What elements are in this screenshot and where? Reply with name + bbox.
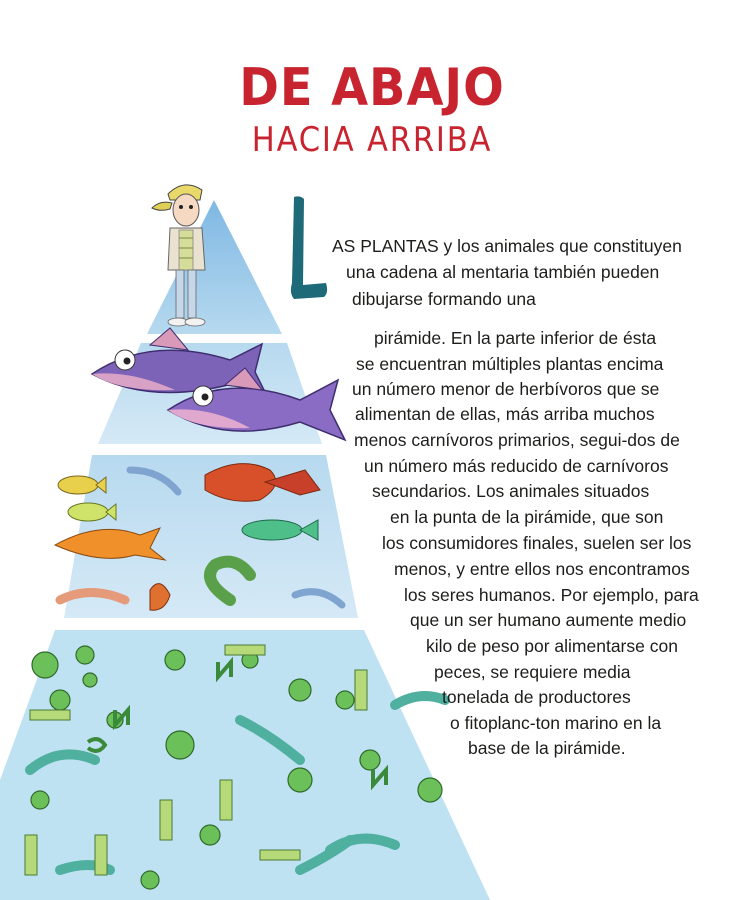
- body-line: tonelada de productores: [442, 687, 631, 707]
- body-line: dibujarse formando una: [352, 289, 536, 309]
- body-line: menos carnívoros primarios, segui-dos de: [354, 430, 680, 450]
- body-line: los seres humanos. Por ejemplo, para: [404, 585, 699, 605]
- pyramid-tier-base: [0, 630, 490, 900]
- lobster-orange: [55, 528, 165, 560]
- fish-tier: [92, 328, 345, 444]
- body-line: kilo de peso por alimentarse con: [426, 636, 678, 656]
- svg-text:L: L: [284, 180, 293, 197]
- body-line: una cadena al mentaria también pueden: [346, 262, 660, 282]
- body-line: base de la pirámide.: [468, 738, 626, 758]
- plankton-tier: [0, 630, 490, 900]
- body-line: se encuentran múltiples plantas encima: [356, 354, 664, 374]
- body-line: alimentan de ellas, más arriba muchos: [355, 404, 655, 424]
- body-line: pirámide. En la parte inferior de ésta: [374, 328, 657, 348]
- body-line: peces, se requiere media: [434, 662, 631, 682]
- body-line: los consumidores finales, suelen ser los: [382, 533, 692, 553]
- title-line-1: DE ABAJO: [239, 58, 505, 118]
- drop-cap-letter: [284, 180, 330, 305]
- body-line: AS PLANTAS y los animales que constituyen: [332, 236, 682, 256]
- body-line: que un ser humano aumente medio: [410, 610, 687, 630]
- body-line: en la punta de la pirámide, que son: [390, 507, 664, 527]
- body-line: secundarios. Los animales situados: [372, 481, 650, 501]
- body-line: un número más reducido de carnívoros: [364, 456, 669, 476]
- title-line-2: HACIA ARRIBA: [251, 120, 493, 160]
- human-tier: [147, 185, 282, 334]
- body-line: un número menor de herbívoros que se: [352, 379, 660, 399]
- body-line: o fitoplanc-ton marino en la: [450, 713, 662, 733]
- body-line: menos, y entre ellos nos encontramos: [394, 559, 690, 579]
- crustacean-tier: [55, 455, 358, 618]
- pyramid-tier-top: [147, 200, 282, 334]
